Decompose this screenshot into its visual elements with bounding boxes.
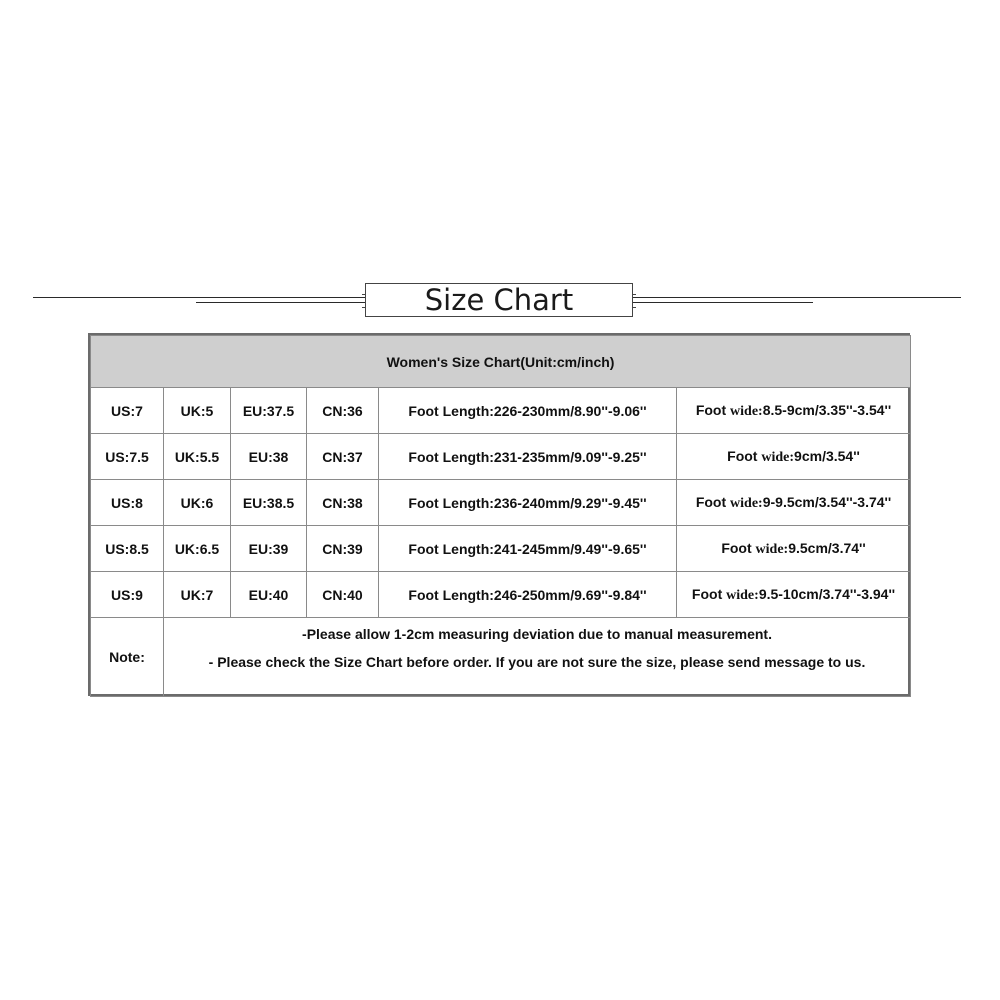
table-header: Women's Size Chart(Unit:cm/inch) — [91, 336, 911, 388]
foot-wide-word: wide: — [726, 587, 759, 603]
uk-size-cell: UK:6 — [164, 480, 231, 526]
foot-wide-value: 9-9.5cm/3.54''-3.74'' — [762, 493, 892, 510]
uk-size-cell: UK:5.5 — [164, 434, 231, 480]
foot-wide-cell — [677, 526, 911, 572]
foot-wide-label: Foot — [721, 539, 756, 556]
foot-wide-word: wide: — [730, 495, 763, 511]
foot-wide-label: Foot — [695, 493, 731, 510]
us-size-cell: US:8.5 — [91, 526, 164, 572]
foot-wide-label: Foot — [691, 585, 727, 602]
size-table — [90, 335, 911, 697]
note-line: -Please allow 1-2cm measuring deviation due to manual measurement. — [302, 626, 772, 642]
foot-wide-word: wide: — [730, 403, 763, 419]
foot-wide-value: 9cm/3.54'' — [794, 447, 860, 464]
banner-line-outer-left — [33, 297, 365, 298]
table-row — [91, 572, 911, 618]
note-label: Note: — [91, 618, 164, 697]
cn-size-cell: CN:37 — [307, 434, 379, 480]
note-content — [164, 618, 911, 697]
foot-wide-label: Foot — [695, 401, 731, 418]
foot-wide-cell — [677, 480, 911, 526]
table-row — [91, 434, 911, 480]
foot-length-cell: Foot Length:231-235mm/9.09''-9.25'' — [379, 434, 677, 480]
eu-size-cell: EU:38.5 — [231, 480, 307, 526]
foot-wide-value: 9.5cm/3.74'' — [788, 539, 866, 556]
us-size-cell: US:7 — [91, 388, 164, 434]
cn-size-cell: CN:40 — [307, 572, 379, 618]
note-line: - Please check the Size Chart before order. If you are not sure the size, please send message to us. — [208, 654, 866, 670]
banner-line-outer-right — [633, 297, 961, 298]
note-row — [91, 618, 911, 697]
eu-size-cell: EU:40 — [231, 572, 307, 618]
size-chart-title-box — [365, 283, 633, 317]
foot-wide-word: wide: — [761, 449, 795, 465]
note-lines — [164, 626, 910, 688]
cn-size-cell: CN:39 — [307, 526, 379, 572]
foot-wide-word: wide: — [755, 541, 789, 557]
foot-length-cell: Foot Length:246-250mm/9.69''-9.84'' — [379, 572, 677, 618]
table-row — [91, 388, 911, 434]
banner-line-inner-left — [196, 302, 365, 303]
foot-wide-value: 9.5-10cm/3.74''-3.94'' — [758, 585, 896, 602]
foot-wide-cell — [677, 572, 911, 618]
uk-size-cell: UK:6.5 — [164, 526, 231, 572]
foot-wide-cell — [677, 388, 911, 434]
foot-length-cell: Foot Length:241-245mm/9.49''-9.65'' — [379, 526, 677, 572]
foot-wide-value: 8.5-9cm/3.35''-3.54'' — [762, 401, 892, 418]
foot-length-cell: Foot Length:236-240mm/9.29''-9.45'' — [379, 480, 677, 526]
foot-wide-cell — [677, 434, 911, 480]
uk-size-cell: UK:7 — [164, 572, 231, 618]
uk-size-cell: UK:5 — [164, 388, 231, 434]
eu-size-cell: EU:38 — [231, 434, 307, 480]
us-size-cell: US:8 — [91, 480, 164, 526]
eu-size-cell: EU:39 — [231, 526, 307, 572]
table-header-row — [91, 336, 911, 388]
us-size-cell: US:7.5 — [91, 434, 164, 480]
us-size-cell: US:9 — [91, 572, 164, 618]
table-row — [91, 526, 911, 572]
eu-size-cell: EU:37.5 — [231, 388, 307, 434]
foot-wide-label: Foot — [727, 447, 762, 464]
banner-line-inner-right — [633, 302, 813, 303]
cn-size-cell: CN:38 — [307, 480, 379, 526]
foot-length-cell: Foot Length:226-230mm/8.90''-9.06'' — [379, 388, 677, 434]
size-chart-title: Size Chart — [424, 283, 574, 317]
cn-size-cell: CN:36 — [307, 388, 379, 434]
size-table-container — [88, 333, 910, 696]
table-row — [91, 480, 911, 526]
